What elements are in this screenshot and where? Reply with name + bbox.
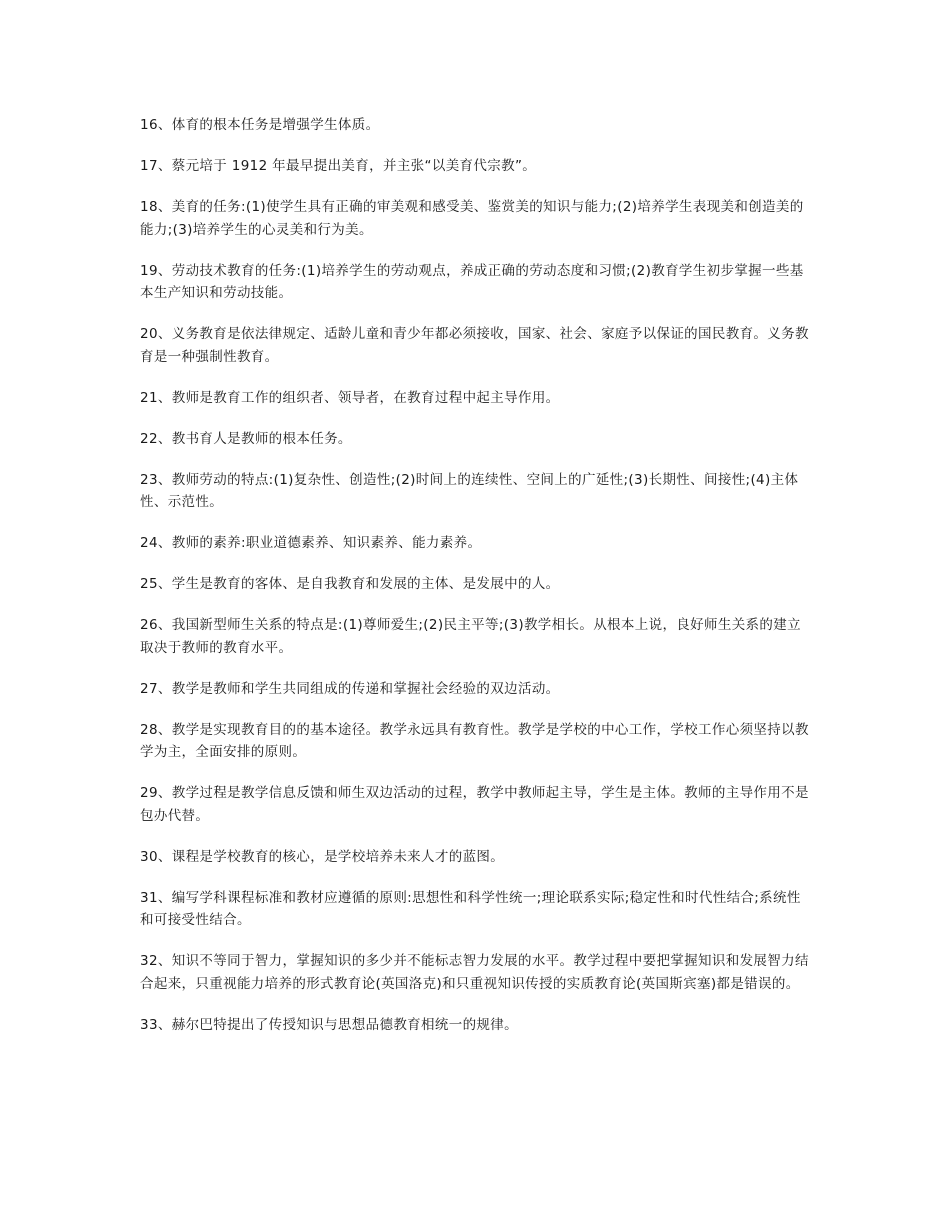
paragraph-21: 21、教师是教育工作的组织者、领导者，在教育过程中起主导作用。 [140,389,560,406]
paragraph-22: 22、教书育人是教师的根本任务。 [140,430,352,447]
paragraph-17: 17、蔡元培于 1912 年最早提出美育，并主张“以美育代宗教”。 [140,158,537,174]
paragraph-19: 19、劳动技术教育的任务:(1)培养学生的劳动观点，养成正确的劳动态度和习惯;(2)教育学生初步掌握一些基本生产知识和劳动技能。 [140,262,804,301]
paragraph-32: 32、知识不等同于智力，掌握知识的多少并不能标志智力发展的水平。教学过程中要把掌握知识和发展智力结合起来，只重视能力培养的形式教育论(英国洛克)和只重视知识传授的实质教育论(英国斯宾塞)都是错误的。 [140,953,809,992]
paragraph-27: 27、教学是教师和学生共同组成的传递和掌握社会经验的双边活动。 [140,680,560,697]
paragraph-33: 33、赫尔巴特提出了传授知识与思想品德教育相统一的规律。 [140,1016,518,1033]
paragraph-28: 28、教学是实现教育目的的基本途径。教学永远具有教育性。教学是学校的中心工作，学校工作心须坚持以教学为主，全面安排的原则。 [140,721,809,760]
paragraph-20: 20、义务教育是依法律规定、适龄儿童和青少年都必须接收，国家、社会、家庭予以保证的国民教育。义务教育是一种强制性教育。 [140,326,809,365]
paragraph-25: 25、学生是教育的客体、是自我教育和发展的主体、是发展中的人。 [140,576,560,592]
paragraph-31: 31、编写学科课程标准和教材应遵循的原则:思想性和科学性统一;理论联系实际;稳定性和时代性结合;系统性和可接受性结合。 [140,889,801,928]
paragraph-16: 16、体育的根本任务是增强学生体质。 [140,117,380,133]
paragraph-18: 18、美育的任务:(1)使学生具有正确的审美观和感受美、鉴赏美的知识与能力;(2)培养学生表现美和创造美的能力;(3)培养学生的心灵美和行为美。 [140,199,804,238]
paragraph-26: 26、我国新型师生关系的特点是:(1)尊师爱生;(2)民主平等;(3)教学相长。从根本上说，良好师生关系的建立取决于教师的教育水平。 [140,617,801,656]
document-body [140,114,812,1055]
paragraph-23: 23、教师劳动的特点:(1)复杂性、创造性;(2)时间上的连续性、空间上的广延性;(3)长期性、间接性;(4)主体性、示范性。 [140,471,799,510]
paragraph-24: 24、教师的素养:职业道德素养、知识素养、能力素养。 [140,535,482,551]
paragraph-29: 29、教学过程是教学信息反馈和师生双边活动的过程，教学中教师起主导，学生是主体。教师的主导作用不是包办代替。 [140,785,809,824]
paragraph-30: 30、课程是学校教育的核心，是学校培养未来人才的蓝图。 [140,848,505,865]
